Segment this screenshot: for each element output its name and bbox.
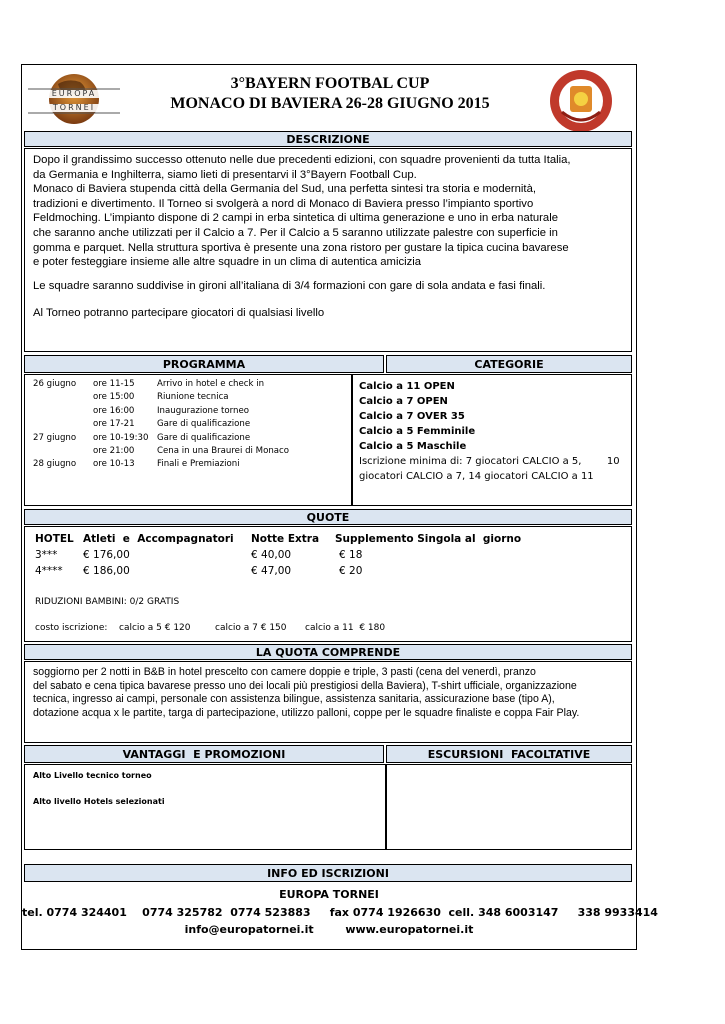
badge-icon (548, 68, 614, 134)
page-title-line1: 3°BAYERN FOOTBAL CUP (230, 75, 430, 92)
programma-event: Gare di qualificazione (157, 432, 251, 443)
quote-notte-4: € 47,00 (251, 565, 292, 577)
vantaggi-box (24, 764, 386, 850)
quote-col-hotel: HOTEL (35, 533, 74, 545)
costo-calcio-7: calcio a 7 € 150 (215, 623, 287, 633)
riduzioni-bambini: RIDUZIONI BAMBINI: 0/2 GRATIS (35, 597, 180, 607)
quote-col-singola: Supplemento Singola al giorno (335, 533, 522, 545)
costo-calcio-11: calcio a 11 € 180 (305, 623, 386, 633)
quote-hotel-3: 3*** (35, 549, 58, 561)
programma-event: Gare di qualificazione (157, 419, 251, 430)
vantaggio-item: Alto Livello tecnico torneo (33, 771, 152, 780)
programma-event: Inaugurazione torneo (157, 405, 250, 416)
descrizione-box (24, 148, 632, 352)
programma-time: ore 11-15 (93, 379, 135, 389)
vantaggio-item: Alto livello Hotels selezionati (33, 797, 165, 806)
page-title-line2: MONACO DI BAVIERA 26-28 GIUGNO 2015 (170, 95, 490, 112)
comprende-line: dotazione acqua x le partite, targa di partecipazione, utilizzo palloni, coppe per le squadre finaliste e coppa Fair Play. (33, 706, 580, 719)
quote-box (24, 526, 632, 642)
quote-atleti-3: € 176,00 (83, 549, 130, 561)
comprende-line: tecnica, ingresso ai campi, personale con assistenza bilingue, assistenza sanitaria, assicurazione base (tipo A), (33, 693, 555, 705)
categoria-item: Calcio a 7 OVER 35 (359, 411, 465, 422)
vantaggi-heading: VANTAGGI E PROMOZIONI (24, 745, 384, 763)
globe-icon (28, 70, 120, 126)
quote-hotel-4: 4**** (35, 565, 63, 577)
europa-tornei-logo (28, 70, 120, 126)
descrizione-line: Dopo il grandissimo successo ottenuto nelle due precedenti edizioni, con squadre provenienti da tutta Italia, (33, 154, 571, 166)
descrizione-heading: DESCRIZIONE (24, 131, 632, 147)
descrizione-paragraph-livello: Al Torneo potranno partecipare giocatori di qualsiasi livello (33, 307, 325, 319)
descrizione-line: gomma e parquet. Nella struttura sportiva è presente una zona ristoro per gustare la tipica cucina bavarese (33, 241, 569, 254)
programma-day: 26 giugno (33, 379, 77, 389)
programma-time: ore 10-19:30 (93, 432, 149, 443)
programma-event: Finali e Premiazioni (157, 459, 240, 470)
programma-day: 27 giugno (33, 432, 77, 443)
info-heading: INFO ED ISCRIZIONI (24, 864, 632, 882)
descrizione-line: Feldmoching. L’impianto dispone di 2 campi in erba sintetica di ultima generazione e uno in erba naturale (33, 212, 558, 225)
programma-event: Cena in una Braurei di Monaco (157, 446, 290, 456)
categoria-item: Calcio a 11 OPEN (359, 381, 455, 392)
info-organizzazione: EUROPA TORNEI (279, 888, 379, 901)
programma-time: ore 10-13 (93, 459, 135, 470)
programma-box (24, 374, 352, 506)
quote-col-notte: Notte Extra (251, 533, 320, 545)
quote-notte-3: € 40,00 (251, 549, 292, 561)
escursioni-box (386, 764, 632, 850)
programma-day: 28 giugno (33, 459, 77, 470)
programma-time: ore 15:00 (93, 392, 135, 403)
website-link[interactable]: www.europatornei.it (345, 923, 474, 936)
iscrizione-minima-note-2: giocatori CALCIO a 7, 14 giocatori CALCIO a 11 (359, 471, 594, 482)
quote-singola-4: € 20 (339, 565, 363, 577)
programma-time: ore 16:00 (93, 405, 135, 416)
costo-calcio-5: calcio a 5 € 120 (119, 623, 191, 633)
programma-time: ore 17-21 (93, 419, 135, 430)
logo-left-bottom-text: TORNEI (52, 103, 96, 112)
categoria-item: Calcio a 7 OPEN (359, 396, 448, 407)
descrizione-line: tradizioni e divertimento. Il Torneo si svolgerà a nord di Monaco di Baviera presso l’impianto sportivo (33, 197, 534, 210)
programma-heading: PROGRAMMA (24, 355, 384, 373)
descrizione-line: da Germania e Inghilterra, siamo lieti di presentarvi il 3°Bayern Football Cup. (33, 168, 417, 181)
programma-event: Arrivo in hotel e check in (157, 379, 265, 389)
info-telefoni: tel. 0774 324401 0774 325782 0774 523883 fax 0774 1926630 cell. 348 6003147 338 9933414 (22, 906, 658, 919)
descrizione-paragraph-gironi: Le squadre saranno suddivise in gironi all’italiana di 3/4 formazioni con gare di sola andata e fasi finali. (33, 280, 546, 292)
descrizione-line: e poter festeggiare insieme alle altre squadre in un clima di autentica amicizia (33, 256, 422, 269)
comprende-line: soggiorno per 2 notti in B&B in hotel prescelto con camere doppie e triple, 3 pasti (cena del venerdì, pranzo (33, 666, 536, 678)
programma-time: ore 21:00 (93, 446, 135, 456)
logo-left-top-text: EUROPA (51, 89, 97, 98)
descrizione-text (33, 153, 627, 270)
categoria-item: Calcio a 5 Femminile (359, 426, 476, 437)
iscrizione-minima-note: Iscrizione minima di: 7 giocatori CALCIO a 5, 10 (359, 456, 620, 467)
categorie-heading: CATEGORIE (386, 355, 632, 373)
comprende-box (24, 661, 632, 743)
categoria-item: Calcio a 5 Maschile (359, 441, 467, 452)
descrizione-line: Monaco di Baviera stupenda città della Germania del Sud, una perfetta sintesi tra storia e modernità, (33, 183, 536, 196)
bayern-football-cup-logo (548, 68, 614, 134)
costo-iscrizione-label: costo iscrizione: (35, 623, 108, 633)
descrizione-line: che saranno anche utilizzati per il Calcio a 7. Per il Calcio a 5 saranno utilizzate palestre con superficie in (33, 226, 558, 239)
quote-atleti-4: € 186,00 (83, 565, 130, 577)
quote-heading: QUOTE (24, 509, 632, 525)
categorie-box (352, 374, 632, 506)
comprende-line: del sabato e cena tipica bavarese presso uno dei locali più prestigiosi della Baviera), T-shirt ufficiale, organizzazione (33, 679, 577, 692)
programma-event: Riunione tecnica (157, 392, 229, 403)
quote-singola-3: € 18 (339, 549, 363, 561)
comprende-heading: LA QUOTA COMPRENDE (24, 644, 632, 660)
email-link[interactable]: info@europatornei.it (184, 923, 314, 936)
quote-col-atleti: Atleti e Accompagnatori (83, 533, 234, 545)
escursioni-heading: ESCURSIONI FACOLTATIVE (386, 745, 632, 763)
